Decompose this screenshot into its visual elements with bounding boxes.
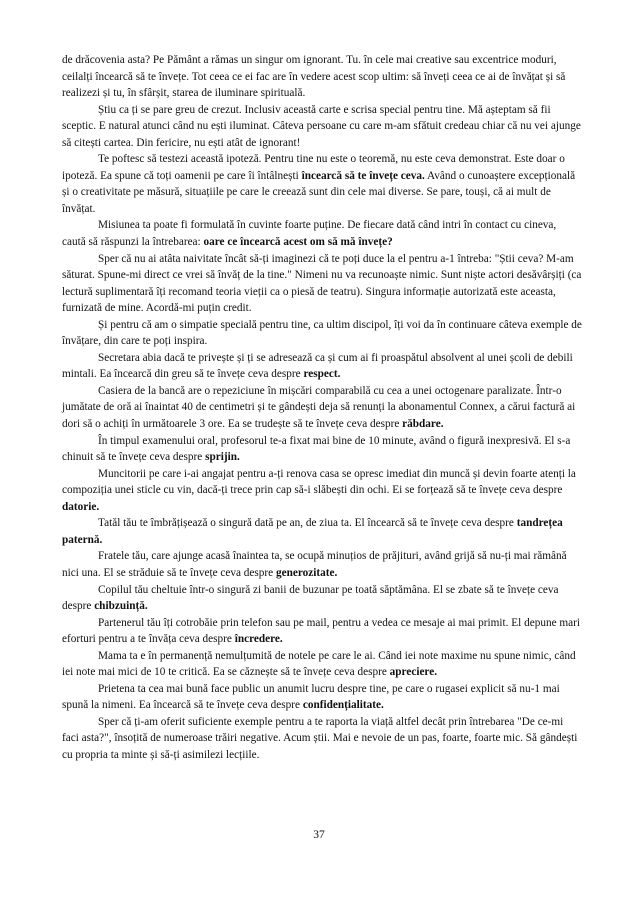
- paragraph: [62, 251, 582, 317]
- text-run: Casiera de la bancă are o repeziciune în mișcări comparabilă cu cea a unei octogenare paralizate. Într-o jumătate de oră ai înaintat 40 de centimetri și te gândești deja să renunți la abonamentul Connex, a cărui factură ai dori să o achiți în următoarele 3 ore. Ea se trudește să te învețe ceva despre: [62, 384, 576, 431]
- paragraph: [62, 648, 582, 681]
- bold-text: generozitate.: [275, 566, 338, 579]
- text-run: Te poftesc să testezi această ipoteză. Pentru tine nu este o teoremă, nu este ceva demonstrat. Este doar o ipoteză. Ea spune că toți oamenii pe care îi întâlnești: [62, 153, 565, 182]
- text-run: Prietena ta cea mai bună face public un anumit lucru despre tine, pe care o rugasei explicit să nu-1 mai spună la nimeni. Ea încearcă să te învețe ceva despre: [62, 682, 560, 712]
- text-run: Misiunea ta poate fi formulată în cuvinte foarte puține. De fiecare dată când intri în contact cu cineva, caută să răspunzi la întrebarea:: [62, 219, 557, 249]
- paragraph: [62, 52, 582, 102]
- text-run: Secretara abia dacă te privește și ți se adresează ca și cum ai fi proaspătul absolvent al unei școli de debili mintali. Ea încearcă din greu să te învețe ceva despre: [62, 351, 573, 381]
- paragraph: [62, 317, 582, 350]
- text-run: Având o cunoaștere excepțională și o creativitate pe măsură, situațiile pe care le creează sunt din cele mai diverse. Se pare, touși, că ai mult de învățat.: [62, 169, 576, 215]
- text-run: În timpul examenului oral, profesorul te-a fixat mai bine de 10 minute, având o figură inexpresivă. El s-a chinuit să te învețe ceva despre: [62, 434, 571, 464]
- text-run: Mama ta e în permanență nemulțumită de notele pe care le ai. Când iei note maxime nu spune nimic, când iei note mai mici de 10 te critică. Ea se căznește să te învețe ceva despre: [62, 649, 576, 679]
- paragraph: [62, 151, 582, 217]
- paragraph: [62, 714, 582, 764]
- paragraph: [62, 383, 582, 433]
- paragraph: [62, 350, 582, 383]
- paragraph: [62, 515, 582, 548]
- text-run: Muncitorii pe care i-ai angajat pentru a-ți renova casa se opresc imediat din muncă și devin foarte atenți la compoziția unei sticle cu vin, dacă-ți trece prin cap să-i slăbești din ochi. Ei se forțează să te învețe ceva despre: [62, 467, 576, 497]
- paragraph: [62, 582, 582, 615]
- paragraph: [62, 681, 582, 714]
- bold-text: datorie.: [62, 500, 100, 513]
- bold-text: respect.: [303, 368, 341, 381]
- bold-text: oare ce încearcă acest om să mă învețe?: [203, 236, 393, 249]
- text-run: Sper că ți-am oferit suficiente exemple pentru a te raporta la viață altfel decât prin întrebarea "De ce-mi faci asta?", însoțită de numeroase trăiri negative. Acum știi. Mai e nevoie de un pas, foarte, foarte mic. Să gândești cu propria ta minte și să-ți asimilezi lecțiile.: [62, 715, 578, 761]
- paragraph: [62, 433, 582, 466]
- bold-text: sprijin.: [205, 451, 240, 464]
- text-run: Partenerul tău îți cotrobăie prin telefon sau pe mail, pentru a vedea ce mesaje ai mai primit. El depune mari eforturi pentru a te învăța ceva despre: [62, 616, 581, 646]
- bold-text: apreciere.: [389, 666, 438, 679]
- bold-text: încredere.: [234, 633, 283, 646]
- bold-text: încearcă să te învețe ceva.: [301, 169, 425, 182]
- text-run: Copilul tău cheltuie într-o singură zi banii de buzunar pe toată săptămâna. El se zbate să te învețe ceva despre: [62, 583, 559, 613]
- text-run: Tatăl tău te îmbrățișează o singură dată pe an, de ziua ta. El încearcă să te învețe ceva despre: [98, 517, 517, 530]
- paragraph: [62, 548, 582, 581]
- page-number: 37: [313, 829, 325, 841]
- text-run: Sper că nu ai atâta naivitate încât să-ți imaginezi că te poți duce la el pentru a-1 întreba: "Știi ceva? M-am săturat. Spune-mi direct ce vrei să învăț de la tine." Nimeni nu va recunoaște nimic. Sunt niște actori desăvârșiți (ca lectură suplimentară îți recomand teoria vieții ca o piesă de teatru). Singura informație autorizată este aceasta, furnizată de mine. Acordă-mi puțin credit.: [62, 252, 582, 315]
- bold-text: confidențialitate.: [302, 699, 384, 712]
- text-run: Și pentru că am o simpatie specială pentru tine, ca ultim discipol, îți voi da în continuare câteva exemple de învățare, din care te poți inspira.: [62, 318, 582, 348]
- paragraph: [62, 102, 582, 152]
- bold-text: tandrețea paternă.: [62, 517, 563, 546]
- page-body: [62, 52, 582, 764]
- text-run: de drăcovenia asta? Pe Pământ a rămas un singur om ignorant. Tu. în cele mai creative sau excentrice moduri, ceilalți încearcă să te învețe. Tot ceea ce ei fac are în vedere acest scop ultim: să înveți ceea ce ai de învățat și să realizezi și tu, în sfârșit, starea de iluminare spirituală.: [62, 54, 566, 100]
- paragraph: [62, 466, 582, 516]
- paragraph: [62, 217, 582, 250]
- text-run: Fratele tău, care ajunge acasă înaintea ta, se ocupă minuțios de prăjituri, având grijă să nu-ți mai rămână nici una. El se străduie să te învețe ceva despre: [62, 550, 567, 579]
- text-run: Știu ca ți se pare greu de crezut. Inclusiv această carte e scrisa special pentru tine. Mă așteptam să fii sceptic. E natural atunci când nu ești iluminat. Câteva persoane cu care m-am sfătuit credeau chiar că nu vei ajunge să citești cartea. Din fericire, nu ești atât de ignorant!: [62, 103, 581, 149]
- paragraph: [62, 615, 582, 648]
- bold-text: răbdare.: [402, 418, 444, 431]
- bold-text: chibzuință.: [94, 600, 148, 613]
